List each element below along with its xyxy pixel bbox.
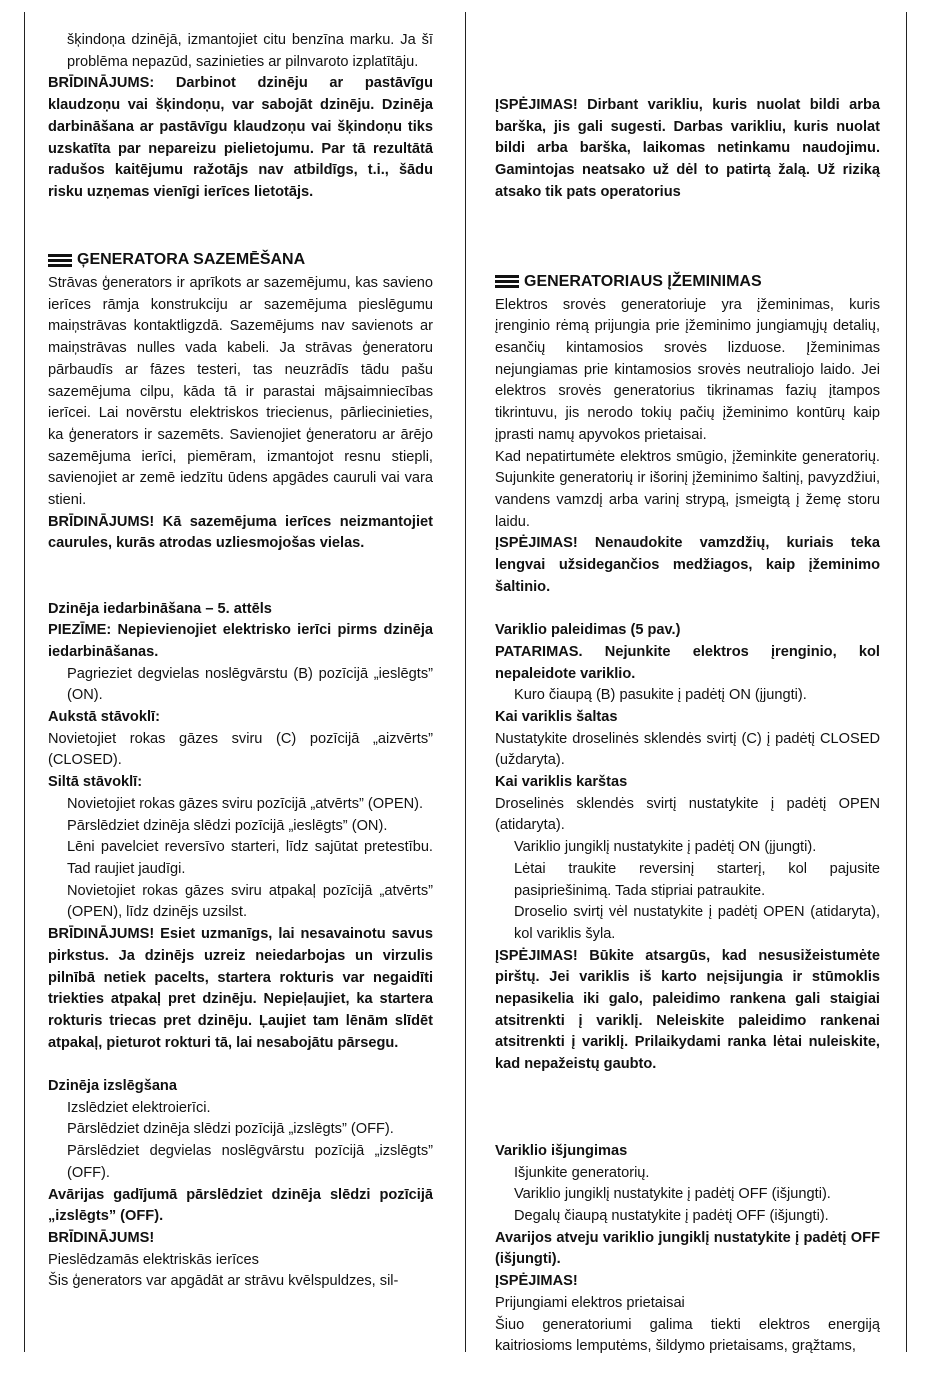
devices-heading: Pieslēdzamās elektriskās ierīces (48, 1251, 259, 1268)
warning-label: BRĪDINĀJUMS! (48, 1229, 155, 1246)
cold-state-heading: Aukstā stāvoklī: (48, 709, 160, 726)
devices-text: Šiuo generatoriumi galima tiekti elektros energiją kaitriosioms lemputėms, šildymo prietaisams, grąžtams, (495, 1316, 880, 1355)
warm-step-2: Lėtai traukite reversinį starterį, kol pajusite pasipriešinimą. Tada stipriai patraukite. (514, 860, 880, 899)
warm-step-1: Novietojiet rokas gāzes sviru pozīcijā „atvērts” (OPEN). (67, 795, 424, 812)
cold-state-heading: Kai variklis šaltas (495, 708, 618, 725)
right-border-rule (906, 12, 907, 1352)
grounding-body: Strāvas ģenerators ir aprīkots ar sazemējumu, kas savieno ierīces rāmja konstrukciju ar sazemējuma pieslēgumu maiņstrāvas kontaktligzdā. Sazemējums nav savienots ar maiņstrāvas nulles vada kabeli. Ja strāvas ģeneratoru pārbaudīs ar fāzes testeri, tas neuzrādīs tādu pašu sazemējuma cilpu, kāda tā ir parastai mājsaimniecības ierīcei. Lai novērstu elektriskos triecienus, pārliecinieties, ka ģenerators ir sazemēts. Savienojiet ģeneratoru ar ārējo sazemējuma ierīci, piemēram, izmantojot resnu stiepli, savienojiet ar zemē iedzītu ūdens apgādes cauruli vai vara stieni. (48, 275, 433, 509)
cold-state-text: Nustatykite droselinės sklendės svirtį (C) į padėtį CLOSED (uždaryta). (495, 730, 880, 769)
emergency-text: Avarijos atveju variklio jungiklį nustatykite į padėtį OFF (išjungti). (495, 1229, 880, 1268)
grounding-heading-text: ĢENERATORA SAZEMĒŠANA (77, 251, 306, 269)
start-warning: ĮSPĖJIMAS! Būkite atsargūs, kad nesusižeistumėte pirštų. Jei variklis iš karto neįsijungia ir stūmoklis nepasikelia iki galo, paleidimo rankena gali staigiai atsitrenkti į variklį. Neleiskite paleidimo rankenai atsitrenkti į variklį. Prilaikydami ranka lėtai nuleiskite, kad nepažeistų gaubto. (495, 947, 880, 1073)
warm-state-heading: Kai variklis karštas (495, 774, 628, 791)
start-step-fuel: Kuro čiaupą (B) pasukite į padėtį ON (įjungti). (514, 687, 807, 704)
warm-step-1: Variklio jungiklį nustatykite į padėtį ON (įjungti). (514, 839, 817, 856)
lithuanian-column (495, 30, 880, 1358)
grounding-heading-text: GENERATORIAUS ĮŽEMINIMAS (524, 272, 762, 290)
cold-state-text: Novietojiet rokas gāzes sviru (C) pozīcijā „aizvērts” (CLOSED). (48, 730, 433, 769)
grounding-warning: ĮSPĖJIMAS! Nenaudokite vamzdžių, kuriais teka lengvai užsidegančios medžiagos, kaip įžeminimo šaltinio. (495, 535, 880, 595)
grounding-heading (495, 269, 880, 295)
stop-step-1: Išjunkite generatorių. (514, 1164, 650, 1181)
column-divider-rule (465, 12, 466, 1352)
section-menu-icon (48, 252, 72, 269)
start-heading: Dzinēja iedarbināšana – 5. attēls (48, 600, 272, 617)
latvian-column (48, 30, 433, 1293)
knocking-warning: BRĪDINĀJUMS: Darbinot dzinēju ar pastāvīgu klaudzoņu vai šķindoņu, var sabojāt dzinēju. Dzinēja darbināšana ar pastāvīgu klaudzoņu vai šķindoņu tiks uzskatīta par nepareizu pielietojumu. Par tā rezultātā radušos kaitējumu ražotājs nav atbildīgs, t.i., šādu risku uzņemas vienīgi ierīces lietotājs. (48, 75, 433, 200)
grounding-heading (48, 247, 433, 273)
warm-state-heading: Siltā stāvoklī: (48, 774, 143, 791)
start-note: PIEZĪME: Nepievienojiet elektrisko ierīci pirms dzinēja iedarbināšanas. (48, 622, 433, 660)
stop-step-1: Izslēdziet elektroierīci. (67, 1099, 211, 1116)
devices-text: Šis ģenerators var apgādāt ar strāvu kvēlspuldzes, sil- (48, 1273, 399, 1290)
devices-heading: Prijungiami elektros prietaisai (495, 1294, 685, 1311)
warm-state-text: Droselinės sklendės svirtį nustatykite į padėtį OPEN (atidaryta). (495, 795, 880, 834)
stop-heading: Dzinēja izslēgšana (48, 1078, 177, 1094)
stop-step-3: Pārslēdziet degvielas noslēgvārstu pozīcijā „izslēgts” (OFF). (67, 1143, 433, 1181)
grounding-body: Elektros srovės generatoriuje yra įžeminimas, kuris įrenginio rėmą prijungia prie įžeminimo jungiamųjų detalių, esančių kintamosios srovės lizduose. Įžeminimas nejungiamas prie kintamosios srovės neutraliojo laido. Jei elektros srovės generatorius tikrinamas fazių įtampos tikrintuvu, jis nerodo tokių pačių įžeminimo kontūrų kaip įprasti namų apyvokos prietaisai. (495, 296, 880, 443)
knocking-warning: ĮSPĖJIMAS! Dirbant varikliu, kuris nuolat bildi arba barška, jis gali sugesti. Darbas varikliu, kuris nuolat bildi arba barška, laikomas netinkamu naudojimu. Gamintojas neatsako už dėl to patirtą žalą. Už riziką atsako tik pats operatorius (495, 97, 880, 200)
emergency-text: Avārijas gadījumā pārslēdziet dzinēja slēdzi pozīcijā „izslēgts” (OFF). (48, 1186, 433, 1225)
warm-step-4: Novietojiet rokas gāzes sviru atpakaļ pozīcijā „atvērts” (OPEN), līdz dzinējs uzsilst. (67, 882, 433, 921)
warning-label: ĮSPĖJIMAS! (495, 1273, 578, 1290)
stop-heading: Variklio išjungimas (495, 1142, 628, 1159)
stop-step-2: Pārslēdziet dzinēja slēdzi pozīcijā „izslēgts” (OFF). (67, 1121, 394, 1138)
grounding-body-2: Kad nepatirtumėte elektros smūgio, įžeminkite generatorių. Sujunkite generatorių ir išorinį įžeminimo šaltinį, pavyzdžiui, vandens vamzdį arba varinį strypą, įsmeigtą į žemę storu laidu. (495, 448, 880, 530)
warm-step-3: Droselio svirtį vėl nustatykite į padėtį OPEN (atidaryta), kol variklis šyla. (514, 904, 880, 942)
warm-step-2: Pārslēdziet dzinēja slēdzi pozīcijā „ieslēgts” (ON). (67, 817, 388, 834)
start-warning: BRĪDINĀJUMS! Esiet uzmanīgs, lai nesavainotu savus pirkstus. Ja dzinējs uzreiz neiedarbojas un virzulis pilnībā netiek pacelts, startera rokturis var negaidīti triekties atpakaļ pret dzinēju. Nepieļaujiet, ka startera rokturis triecas pret dzinēju. Ļaujiet tam lēnām slīdēt atpakaļ, pieturot rokturi tā, lai nesabojātu pārsegu. (48, 926, 433, 1051)
grounding-warning: BRĪDINĀJUMS! Kā sazemējuma ierīces neizmantojiet caurules, kurās atrodas uzliesmojošas vielas. (48, 513, 433, 552)
stop-step-2: Variklio jungiklį nustatykite į padėtį OFF (išjungti). (514, 1186, 831, 1203)
start-note: PATARIMAS. Nejunkite elektros įrenginio, kol nepaleidote variklio. (495, 643, 880, 682)
section-menu-icon (495, 273, 519, 290)
warm-step-3: Lēni pavelciet reversīvo starteri, līdz sajūtat pretestību. Tad raujiet jaudīgi. (67, 839, 433, 877)
start-heading: Variklio paleidimas (5 pav.) (495, 622, 681, 639)
intro-text: šķindoņa dzinējā, izmantojiet citu benzīna marku. Ja šī problēma nepazūd, sazinieties ar pilnvaroto izplatītāju. (67, 32, 433, 70)
start-step-fuel: Pagrieziet degvielas noslēgvārstu (B) pozīcijā „ieslēgts” (ON). (67, 665, 433, 704)
left-border-rule (24, 12, 25, 1352)
stop-step-3: Degalų čiaupą nustatykite į padėtį OFF (išjungti). (514, 1208, 829, 1224)
